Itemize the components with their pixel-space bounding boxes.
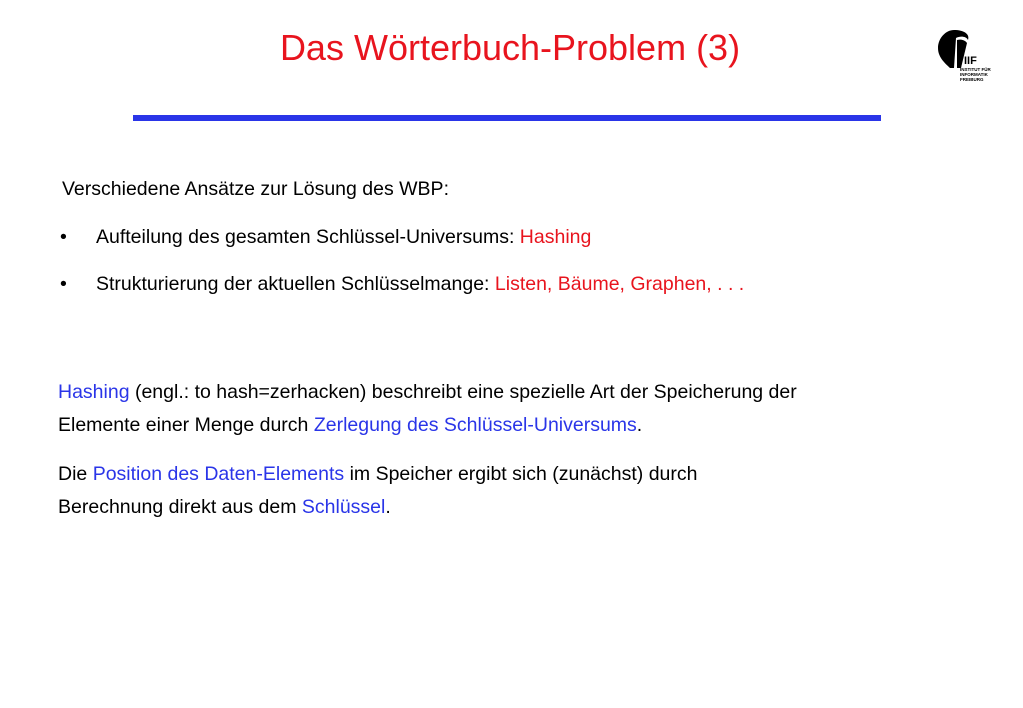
list-item-label: Aufteilung des gesamten Schlüssel-Universums: bbox=[96, 226, 520, 248]
iif-logo bbox=[934, 28, 1004, 84]
paragraph-text: Berechnung direkt aus dem bbox=[58, 496, 302, 518]
list-item-label: Strukturierung der aktuellen Schlüsselmange: bbox=[96, 273, 495, 295]
logo-line-2: INFORMATIK bbox=[960, 72, 988, 77]
term-hashing: Hashing bbox=[58, 381, 130, 403]
list-item-text bbox=[96, 224, 591, 250]
paragraph-text: im Speicher ergibt sich (zunächst) durch bbox=[344, 463, 698, 485]
hashing-definition bbox=[58, 376, 797, 442]
logo-line-3: FREIBURG bbox=[960, 77, 984, 82]
title-underline bbox=[133, 115, 881, 121]
logo-letters: IIF bbox=[964, 55, 977, 67]
intro-text: Verschiedene Ansätze zur Lösung des WBP: bbox=[62, 178, 449, 200]
logo-line-1: INSTITUT FÜR bbox=[960, 67, 991, 72]
paragraph-end: . bbox=[636, 414, 643, 436]
paragraph-text: (engl.: to hash=zerhacken) beschreibt eine spezielle Art der Speicherung der bbox=[129, 381, 797, 403]
list-item-text bbox=[96, 271, 744, 297]
position-explanation bbox=[58, 458, 697, 524]
paragraph-text: Elemente einer Menge durch bbox=[58, 414, 314, 436]
term-zerlegung: Zerlegung des Schlüssel-Universums bbox=[313, 414, 637, 436]
paragraph-line bbox=[58, 491, 697, 524]
list-item-highlight: Listen, Bäume, Graphen, . . . bbox=[494, 273, 745, 295]
paragraph-line bbox=[58, 376, 797, 409]
term-position: Position des Daten-Elements bbox=[92, 463, 345, 485]
paragraph-line bbox=[58, 458, 697, 491]
list-item-highlight: Hashing bbox=[519, 226, 592, 248]
paragraph-text: Die bbox=[58, 463, 93, 485]
bullet-icon: • bbox=[60, 226, 67, 248]
term-schluessel: Schlüssel bbox=[301, 496, 386, 518]
slide-title: Das Wörterbuch-Problem (3) bbox=[279, 27, 741, 68]
iif-logo-graphic bbox=[934, 28, 1004, 84]
paragraph-line bbox=[58, 409, 797, 442]
paragraph-end: . bbox=[385, 496, 391, 518]
bullet-icon: • bbox=[60, 273, 67, 295]
